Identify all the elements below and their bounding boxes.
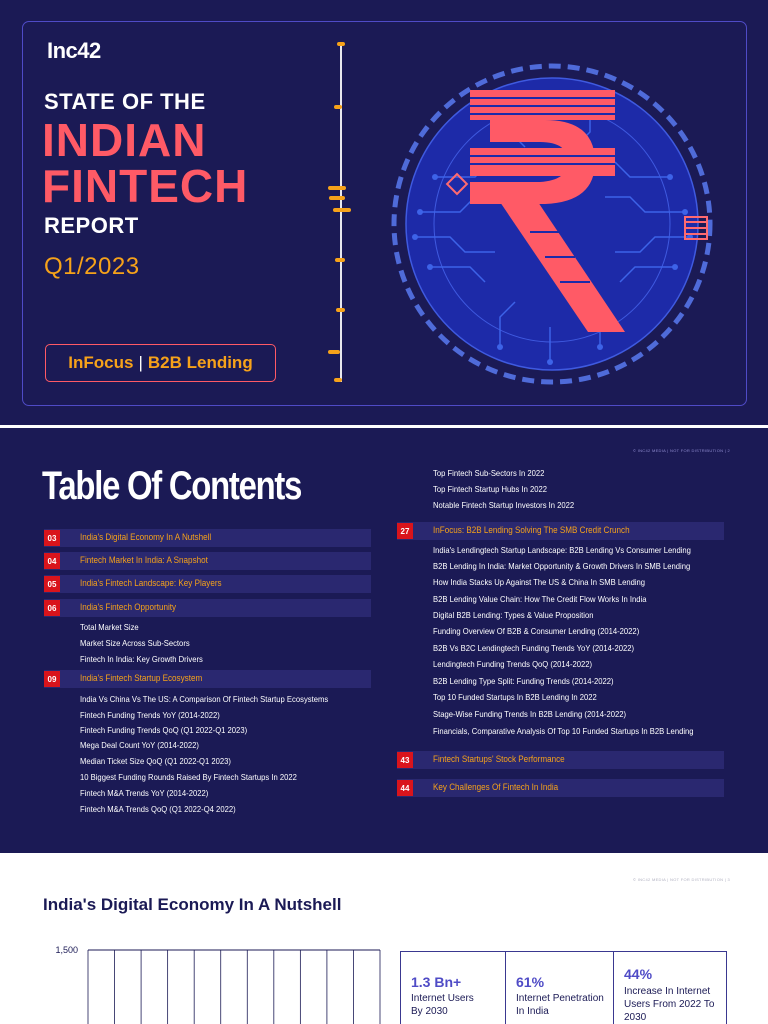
timeline-marker (334, 378, 342, 382)
toc-subitem[interactable]: Market Size Across Sub-Sectors (80, 638, 190, 648)
toc-subitem[interactable]: B2B Lending Value Chain: How The Credit Flow Works In India (433, 594, 647, 604)
toc-subitem[interactable]: B2B Lending In India: Market Opportunity & Growth Drivers In SMB Lending (433, 561, 691, 571)
toc-subitem[interactable]: 10 Biggest Funding Rounds Raised By Fintech Startups In 2022 (80, 772, 297, 782)
infocus-badge (45, 344, 276, 382)
toc-subitem[interactable]: Stage-Wise Funding Trends In B2B Lending (2014-2022) (433, 709, 627, 719)
toc-subitem[interactable]: How India Stacks Up Against The US & China In SMB Lending (433, 577, 646, 587)
toc-subitem[interactable]: Fintech In India: Key Growth Drivers (80, 654, 203, 664)
toc-page-number: 06 (44, 600, 60, 616)
toc-section-row[interactable] (397, 779, 724, 797)
stat-desc-line: Internet Users (411, 993, 474, 1004)
stat-desc-line: Increase In Internet (624, 986, 711, 997)
timeline-marker (337, 42, 345, 46)
cover-title-line1: INDIAN (42, 114, 207, 166)
toc-subitem[interactable]: Funding Overview Of B2B & Consumer Lending (2014-2022) (433, 626, 640, 636)
toc-section-row[interactable] (44, 670, 371, 688)
timeline-marker (333, 208, 351, 212)
stat-desc-line: Users From 2022 To (624, 999, 715, 1010)
stat-internet-growth (613, 952, 728, 1024)
toc-subitem[interactable]: Top Fintech Startup Hubs In 2022 (433, 484, 547, 494)
toc-page-number: 44 (397, 780, 413, 796)
toc-section-row[interactable] (397, 751, 724, 769)
toc-subitem[interactable]: Fintech Funding Trends QoQ (Q1 2022-Q1 2023) (80, 725, 248, 735)
cover-page (0, 0, 768, 425)
timeline-line (340, 42, 342, 382)
timeline-marker (328, 350, 340, 354)
infocus-separator: | (138, 353, 143, 372)
internet-users-bar-chart (40, 940, 390, 1024)
cover-report-label: REPORT (44, 213, 139, 238)
timeline-marker (328, 186, 346, 190)
toc-subitem[interactable]: Lendingtech Funding Trends QoQ (2014-2022) (433, 659, 593, 669)
cover-title-line2: FINTECH (42, 160, 249, 212)
toc-section-label: India's Digital Economy In A Nutshell (80, 532, 212, 542)
toc-subitem[interactable]: Notable Fintech Startup Investors In 2022 (433, 500, 575, 510)
cover-quarter: Q1/2023 (44, 253, 140, 280)
toc-subitem[interactable]: Mega Deal Count YoY (2014-2022) (80, 740, 199, 750)
toc-section-label: Key Challenges Of Fintech In India (433, 782, 559, 792)
stat-internet-users (401, 952, 505, 1024)
timeline-marker (335, 258, 345, 262)
toc-subitem[interactable]: B2B Lending Type Split: Funding Trends (2014-2022) (433, 676, 614, 686)
toc-page-number: 05 (44, 576, 60, 592)
inc42-logo: Inc42 (47, 38, 101, 63)
stat-desc-line: In India (516, 1006, 549, 1017)
toc-section-label: Fintech Startups' Stock Performance (433, 754, 565, 764)
toc-subitem[interactable]: B2B Vs B2C Lendingtech Funding Trends YoY (2014-2022) (433, 643, 635, 653)
infocus-topic: B2B Lending (147, 353, 253, 372)
toc-subitem[interactable]: Median Ticket Size QoQ (Q1 2022-Q1 2023) (80, 756, 231, 766)
toc-subitem[interactable]: India Vs China Vs The US: A Comparison Of Fintech Startup Ecosystems (80, 694, 329, 704)
toc-page-number: 27 (397, 523, 413, 539)
toc-section-row[interactable] (44, 599, 371, 617)
toc-section-row[interactable] (44, 529, 371, 547)
toc-section-row[interactable] (397, 522, 724, 540)
timeline-marker (329, 196, 345, 200)
stat-internet-penetration (505, 952, 613, 1024)
stat-desc-line: By 2030 (411, 1006, 448, 1017)
stat-value: 44% (624, 966, 653, 982)
page3-title: India's Digital Economy In A Nutshell (43, 895, 342, 914)
toc-page-number: 04 (44, 553, 60, 569)
toc-subitem[interactable]: Fintech Funding Trends YoY (2014-2022) (80, 710, 220, 720)
toc-section-row[interactable] (44, 552, 371, 570)
toc-section-row[interactable] (44, 575, 371, 593)
toc-page-number: 09 (44, 671, 60, 687)
toc-title: Table Of Contents (42, 464, 302, 508)
rupee-coin-illustration (390, 62, 715, 387)
toc-subitem[interactable]: Top Fintech Sub-Sectors In 2022 (433, 468, 545, 478)
toc-footer: © INC42 MEDIA | NOT FOR DISTRIBUTION | 2 (633, 448, 730, 453)
stat-desc-line: Internet Penetration (516, 993, 604, 1004)
toc-subitem[interactable]: India's Lendingtech Startup Landscape: B2B Lending Vs Consumer Lending (433, 545, 691, 555)
cover-subtitle: STATE OF THE (44, 89, 206, 114)
toc-section-label: India's Fintech Opportunity (80, 602, 177, 612)
toc-subitem[interactable]: Top 10 Funded Startups In B2B Lending In 2022 (433, 692, 597, 702)
timeline-marker (336, 308, 345, 312)
stat-value: 61% (516, 974, 545, 990)
toc-subitem[interactable]: Fintech M&A Trends QoQ (Q1 2022-Q4 2022) (80, 804, 236, 814)
toc-subitem[interactable]: Digital B2B Lending: Types & Value Proposition (433, 610, 594, 620)
stat-value: 1.3 Bn+ (411, 974, 462, 990)
toc-section-label: InFocus: B2B Lending Solving The SMB Credit Crunch (433, 525, 630, 535)
toc-section-label: India's Fintech Startup Ecosystem (80, 673, 203, 683)
y-tick-label: 1,500 (55, 945, 78, 955)
toc-section-label: Fintech Market In India: A Snapshot (80, 555, 208, 565)
timeline-marker (334, 105, 342, 109)
toc-page-number: 03 (44, 530, 60, 546)
toc-subitem[interactable]: Financials, Comparative Analysis Of Top 10 Funded Startups In B2B Lending (433, 726, 694, 736)
page3-footer: © INC42 MEDIA | NOT FOR DISTRIBUTION | 3 (633, 877, 730, 882)
toc-section-label: India's Fintech Landscape: Key Players (80, 578, 222, 588)
stat-desc-line: 2030 (624, 1012, 647, 1023)
stats-box (400, 951, 727, 1024)
toc-subitem[interactable]: Total Market Size (80, 622, 139, 632)
infocus-label: InFocus (68, 353, 134, 372)
toc-page-number: 43 (397, 752, 413, 768)
toc-subitem[interactable]: Fintech M&A Trends YoY (2014-2022) (80, 788, 209, 798)
